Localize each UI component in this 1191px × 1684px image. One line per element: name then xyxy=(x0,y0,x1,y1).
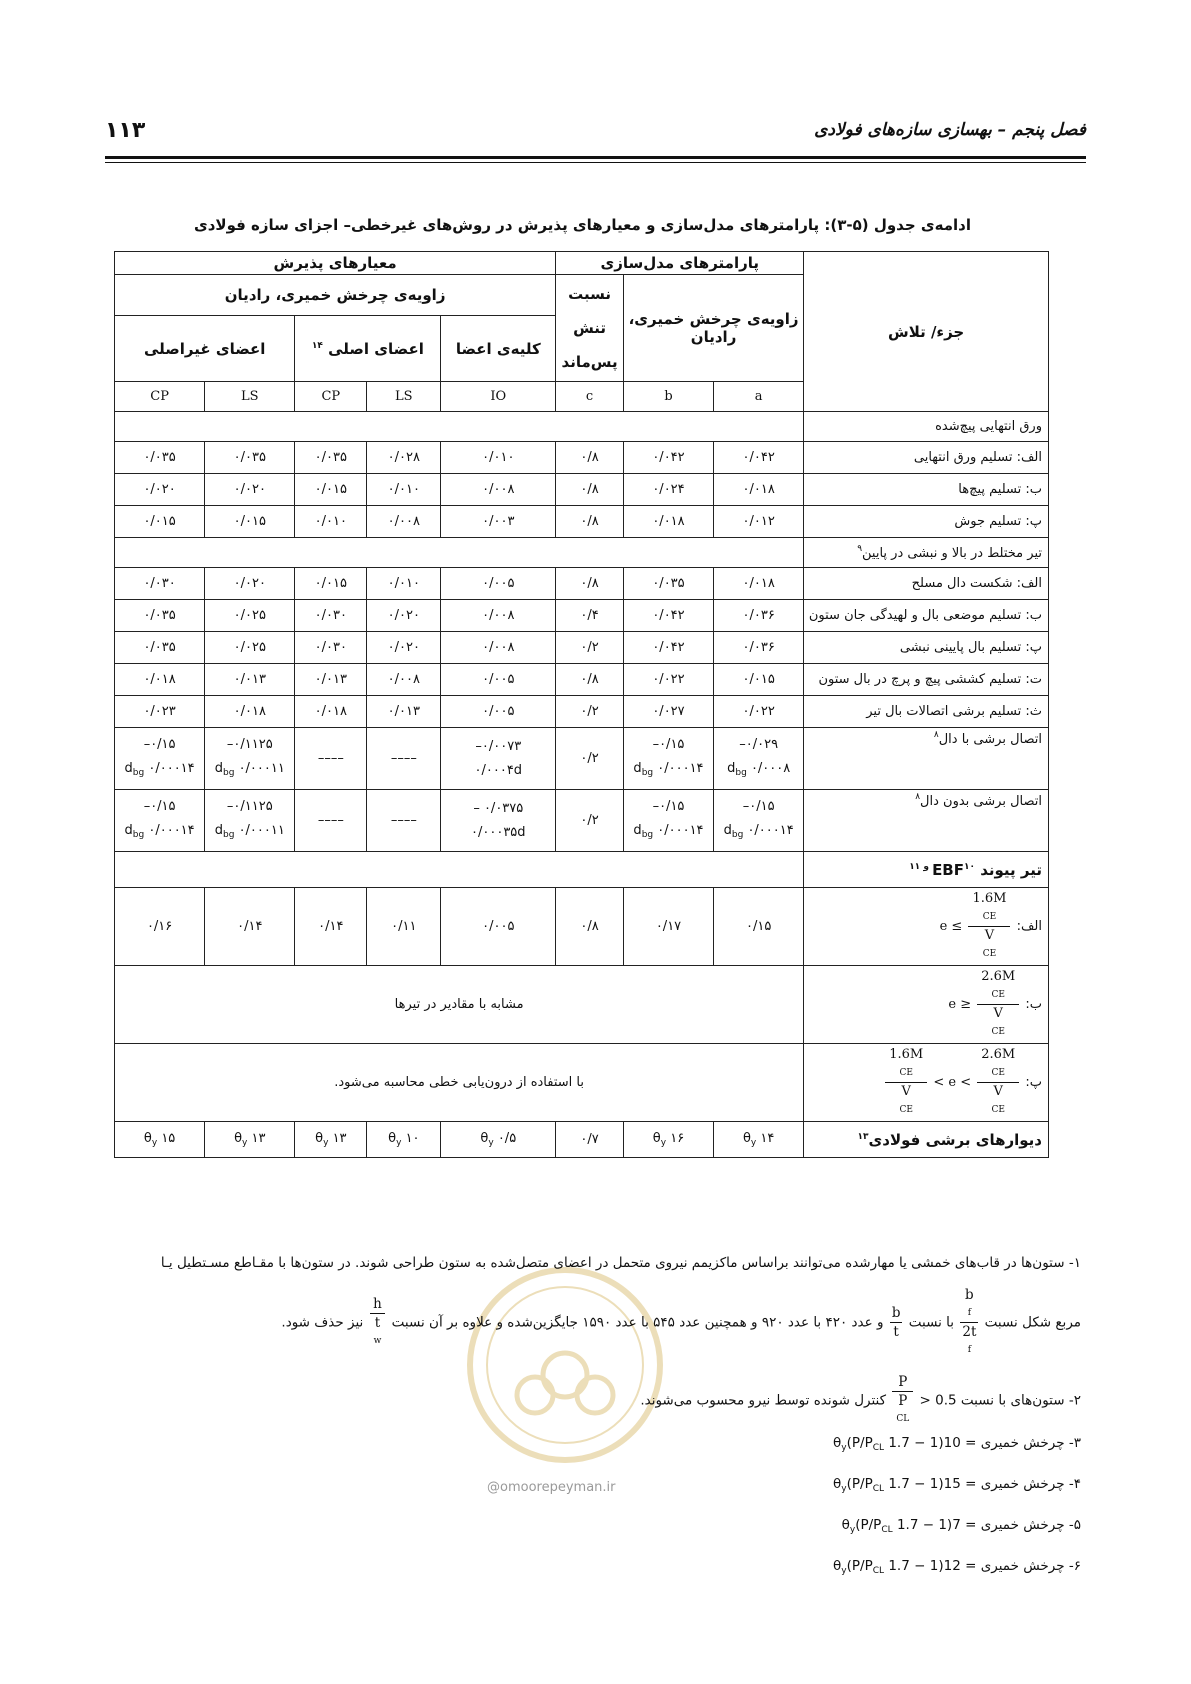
table-cell: ۰/۰۱۵ xyxy=(295,474,367,506)
table-cell: ۰/۰۰۸ xyxy=(367,506,441,538)
header-acceptance: معیارهای پذیرش xyxy=(115,252,556,275)
table-row: دیوارهای برشی فولادی$^{۱۳}$ ۱۴ $\theta_y$ ۱۶ $\theta_y$ ۰/۷ ۰/۵ $\theta_y$ ۱۰ $\theta_y$ ۱۳ $\theta_y$ ۱۳ $\theta_y$ ۱۵ $\theta_y$ xyxy=(115,1122,1049,1158)
footnote-1a: ۱- ستون‌ها در قاب‌های خمشی یا مهارشده می‌توانند براساس ماکزیمم نیروی متحمل در اعضای متصل‌شده به ستون طراحی شوند. در ستون‌ها با مقـاطع مسـتطیل یـا xyxy=(160,1255,1081,1271)
table-cell: ۰/۰۱۲ xyxy=(714,506,804,538)
table-row xyxy=(115,506,1049,538)
col-cp-primary: CP xyxy=(295,382,367,412)
table-cell: ۰/۰۲۵ xyxy=(205,632,295,664)
table-cell: ۰/۰۳۵ xyxy=(115,632,205,664)
table-caption: ادامه‌ی جدول (۵-۳): پارامترهای مدل‌سازی و معیارهای پذیرش در روش‌های غیرخطی– اجزای سازه فولادی xyxy=(193,216,971,234)
table-cell: ۰/۸ xyxy=(556,442,624,474)
table-cell: ۰/۰۱۰ xyxy=(367,568,441,600)
table-cell: ۰/۰۲۳ xyxy=(115,696,205,728)
table-cell: ۰/۰۱۵ xyxy=(295,568,367,600)
table-cell: ۰/۰۲۴ xyxy=(623,474,713,506)
table-cell: ۰/۰۲۰ xyxy=(367,632,441,664)
acceptance-criteria-table xyxy=(114,251,1049,1158)
table-cell: ۰/۰۲۲ xyxy=(623,664,713,696)
table-row xyxy=(115,568,1049,600)
table-cell: ۰/۰۰۵ xyxy=(441,696,556,728)
header-secondary-members: اعضای غیراصلی xyxy=(115,316,295,382)
table-cell: ۰/۰۰۸ xyxy=(367,664,441,696)
table-cell: ۰/۰۲۰ xyxy=(115,474,205,506)
row-label: ث: تسلیم برشی اتصالات بال تیر xyxy=(804,696,1049,728)
table-row: ب: e ≥ 2.6M CE V CE مشابه با مقادیر در تیرها xyxy=(115,966,1049,1044)
table-cell: ۰/۰۱۸ xyxy=(714,568,804,600)
footnotes xyxy=(105,1248,1081,1586)
table-cell: ۰/۰۱۰ xyxy=(295,506,367,538)
header-all-members: کلیه‌ی اعضا xyxy=(441,316,556,382)
footnote-4: ۴- چرخش خمیری = 15(1 − 1.7 $P/P_{CL})\theta_y$ xyxy=(833,1476,1081,1494)
header-rule-thin xyxy=(105,162,1086,163)
row-label: پ: تسلیم جوش xyxy=(804,506,1049,538)
row-label: ت: تسلیم کششی پیچ و پرچ در بال ستون xyxy=(804,664,1049,696)
table-row: اتصال برشی بدون دال$^۸$ ۰/۱۵– ۰/۰۰۰۱۴ $d_{bg}$ ۰/۱۵– ۰/۰۰۰۱۴ $d_{bg}$ ۰/۲ ۰/۰۳۷۵ – ۰/۰۰۰۳۵d –––– –––– ۰/۱۱۲۵– ۰/۰۰۰۱۱ $d_{bg}$ ۰/۱۵– ۰/۰۰۰۱۴ $d_{bg}$ xyxy=(115,790,1049,852)
table-cell: ۰/۰۲۲ xyxy=(714,696,804,728)
table-cell: ۰/۰۴۲ xyxy=(714,442,804,474)
table-row: پ: 1.6M CE V CE < e < 2.6M CE V CE با استفاده از درون‌یابی خطی محاسبه می‌شود. xyxy=(115,1044,1049,1122)
col-ls-secondary: LS xyxy=(205,382,295,412)
section-ebf-link: تیر پیوند $EBF^{۱۰ و ۱۱}$ xyxy=(804,852,1049,888)
table-cell: ۰/۰۰۸ xyxy=(441,474,556,506)
table-cell: ۰/۲ xyxy=(556,696,624,728)
table-row xyxy=(115,442,1049,474)
header-primary-members: اعضای اصلی $^{۱۴}$ xyxy=(295,316,441,382)
table-cell: ۰/۸ xyxy=(556,664,624,696)
table-cell: ۰/۰۰۸ xyxy=(441,600,556,632)
table-cell: ۰/۰۱۸ xyxy=(115,664,205,696)
table-cell: ۰/۰۰۵ xyxy=(441,568,556,600)
table-cell: ۰/۰۳۵ xyxy=(623,568,713,600)
table-cell: ۰/۰۱۸ xyxy=(295,696,367,728)
table-cell: ۰/۸ xyxy=(556,506,624,538)
table-cell: ۰/۰۱۸ xyxy=(623,506,713,538)
table-cell: ۰/۴ xyxy=(556,600,624,632)
table-cell: ۰/۰۳۰ xyxy=(115,568,205,600)
row-label: پ: تسلیم بال پایینی نبشی xyxy=(804,632,1049,664)
footnote-3: ۳- چرخش خمیری = 10(1 − 1.7 $P/P_{CL})\theta_y$ xyxy=(833,1435,1081,1453)
table-row xyxy=(115,474,1049,506)
table-row xyxy=(115,664,1049,696)
header-residual-ratio: نسبت تنش پس‌ماند xyxy=(556,275,624,382)
page-number: ۱۱۳ xyxy=(105,118,146,143)
table-cell: ۰/۰۲۵ xyxy=(205,600,295,632)
footnote-1b: مربع شکل نسبت b f 2t f با نسبت $\frac{b}{t}$ و عدد ۴۲۰ با عدد ۹۲۰ و همچنین عدد ۵۴۵ با عدد ۱۵۹۰ جایگزین‌شده و علاوه بر آن نسبت h t w نیز حذف شود. xyxy=(281,1287,1081,1355)
header-plastic-rotation-accept: زاویه‌ی چرخش خمیری، رادیان xyxy=(115,275,556,316)
table-cell: ۰/۰۳۶ xyxy=(714,632,804,664)
table-cell: ۰/۰۱۳ xyxy=(205,664,295,696)
table-cell: ۰/۰۱۸ xyxy=(714,474,804,506)
col-a: a xyxy=(714,382,804,412)
table-cell: ۰/۰۴۲ xyxy=(623,442,713,474)
table-cell: ۰/۰۰۵ xyxy=(441,664,556,696)
col-io: IO xyxy=(441,382,556,412)
section-end-plate: ورق انتهایی پیچ‌شده xyxy=(804,412,1049,442)
col-c: c xyxy=(556,382,624,412)
table-cell: ۰/۰۰۳ xyxy=(441,506,556,538)
table-cell: ۰/۰۱۵ xyxy=(205,506,295,538)
table-cell: ۰/۸ xyxy=(556,474,624,506)
table-row: الف: e ≤ 1.6M CE V CE ۰/۱۵ ۰/۱۷ ۰/۸ ۰/۰۰۵ ۰/۱۱ ۰/۱۴ ۰/۱۴ ۰/۱۶ xyxy=(115,888,1049,966)
table-cell: ۰/۰۲۰ xyxy=(205,474,295,506)
table-cell: ۰/۰۱۵ xyxy=(115,506,205,538)
table-cell: ۰/۰۱۸ xyxy=(205,696,295,728)
header-rule-thick xyxy=(105,156,1086,159)
table-cell: ۰/۰۳۵ xyxy=(115,442,205,474)
table-cell: ۰/۰۱۵ xyxy=(714,664,804,696)
col-ls-primary: LS xyxy=(367,382,441,412)
table-cell: ۰/۰۲۰ xyxy=(205,568,295,600)
table-cell: ۰/۰۱۰ xyxy=(367,474,441,506)
row-label: الف: شکست دال مسلح xyxy=(804,568,1049,600)
col-header-part: جزء/ تلاش xyxy=(804,252,1049,412)
table-cell: ۰/۰۳۰ xyxy=(295,600,367,632)
table-cell: ۰/۰۱۳ xyxy=(295,664,367,696)
chapter-title: فصل پنجم – بهسازی سازه‌های فولادی xyxy=(814,120,1086,140)
footnote-6: ۶- چرخش خمیری = 12(1 − 1.7 $P/P_{CL})\theta_y$ xyxy=(833,1558,1081,1576)
section-composite: تیر مختلط در بالا و نبشی در پایین$^۹$ xyxy=(804,538,1049,568)
table-row xyxy=(115,632,1049,664)
table-row xyxy=(115,600,1049,632)
table-cell: ۰/۰۳۰ xyxy=(295,632,367,664)
header-modeling-params: پارامترهای مدل‌سازی xyxy=(556,252,804,275)
table-row xyxy=(115,696,1049,728)
col-cp-secondary: CP xyxy=(115,382,205,412)
col-b: b xyxy=(623,382,713,412)
table-cell: ۰/۰۴۲ xyxy=(623,600,713,632)
table-cell: ۰/۰۲۷ xyxy=(623,696,713,728)
table-cell: ۰/۰۴۲ xyxy=(623,632,713,664)
row-label: الف: تسلیم ورق انتهایی xyxy=(804,442,1049,474)
footnote-5: ۵- چرخش خمیری = 7(1 − 1.7 $P/P_{CL})\theta_y$ xyxy=(841,1517,1081,1535)
page-header xyxy=(105,118,1086,148)
table-cell: ۰/۰۳۶ xyxy=(714,600,804,632)
table-cell: ۰/۰۱۳ xyxy=(367,696,441,728)
footnote-2: ۲- ستون‌های با نسبت 0.5 < P P CL کنترل شونده توسط نیرو محسوب می‌شوند. xyxy=(640,1374,1081,1424)
table-cell: ۰/۰۱۰ xyxy=(441,442,556,474)
watermark-text: @omoorepeyman.ir xyxy=(487,1480,616,1495)
row-label: ب: تسلیم پیچ‌ها xyxy=(804,474,1049,506)
table-cell: ۰/۰۳۵ xyxy=(205,442,295,474)
table-cell: ۰/۰۳۵ xyxy=(295,442,367,474)
table-cell: ۰/۸ xyxy=(556,568,624,600)
row-label: ب: تسلیم موضعی بال و لهیدگی جان ستون xyxy=(804,600,1049,632)
table-cell: ۰/۰۲۰ xyxy=(367,600,441,632)
table-cell: ۰/۰۰۸ xyxy=(441,632,556,664)
table-cell: ۰/۰۳۵ xyxy=(115,600,205,632)
table-cell: ۰/۲ xyxy=(556,632,624,664)
table-row: اتصال برشی با دال$^۸$ ۰/۰۲۹– ۰/۰۰۰۸ $d_{bg}$ ۰/۱۵– ۰/۰۰۰۱۴ $d_{bg}$ ۰/۲ ۰/۰۰۷۳– ۰/۰۰۰۴d –––– –––– ۰/۱۱۲۵– ۰/۰۰۰۱۱ $d_{bg}$ ۰/۱۵– ۰/۰۰۰۱۴ $d_{bg}$ xyxy=(115,728,1049,790)
table-cell: ۰/۰۲۸ xyxy=(367,442,441,474)
header-plastic-rotation-model: زاویه‌ی چرخش خمیری، رادیان xyxy=(623,275,803,382)
